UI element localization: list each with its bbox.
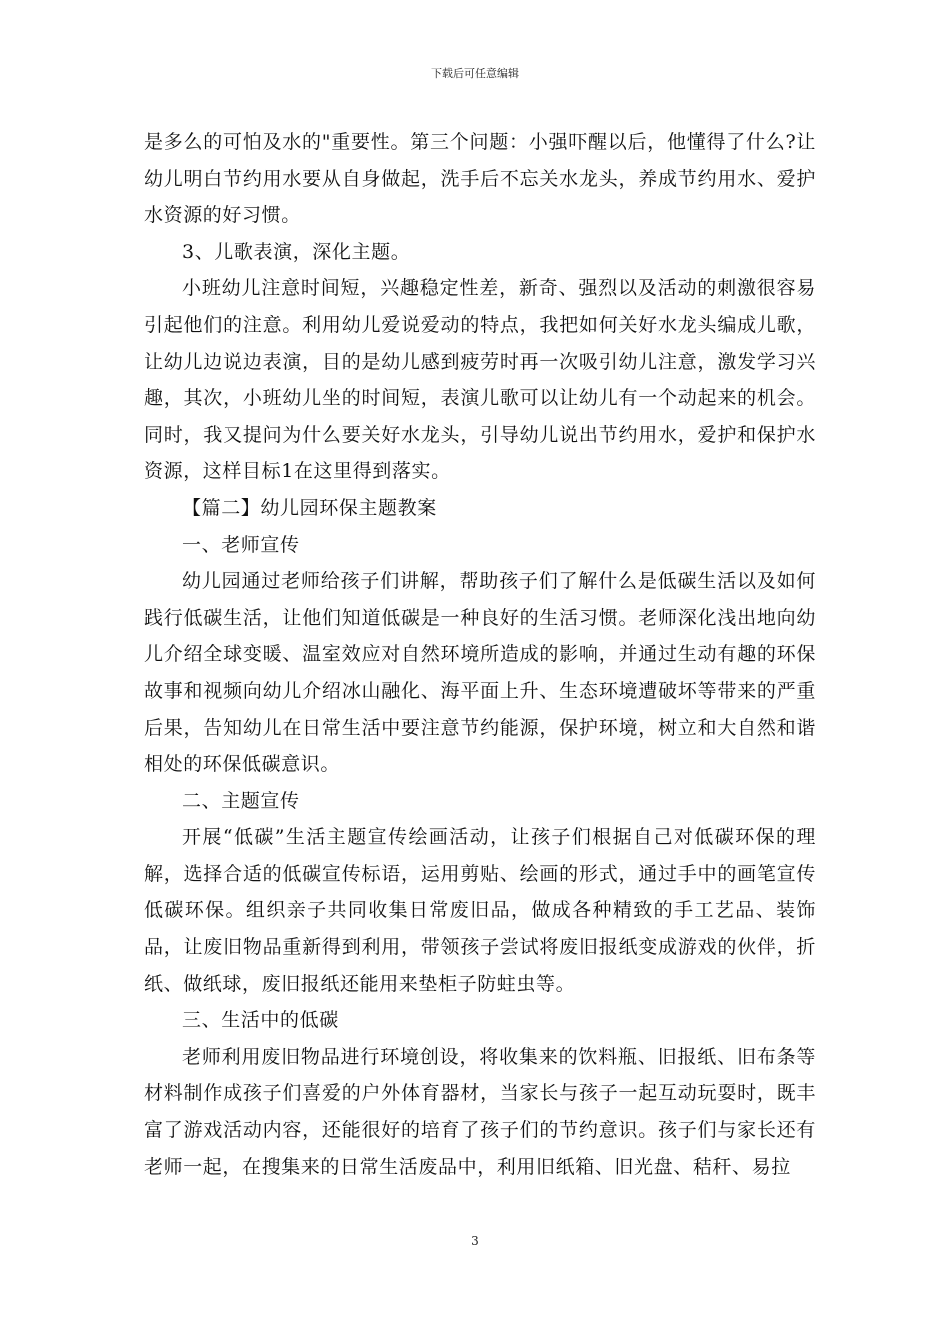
paragraph-teacher-promotion: 幼儿园通过老师给孩子们讲解，帮助孩子们了解什么是低碳生活以及如何践行低碳生活，让他们知道低碳是一种良好的生活习惯。老师深化浅出地向幼儿介绍全球变暖、温室效应对自然环境所造成的影响，并通过生动有趣的环保故事和视频向幼儿介绍冰山融化、海平面上升、生态环境遭破坏等带来的严重后果，告知幼儿在日常生活中要注意节约能源，保护环境，树立和大自然和谐相处的环保低碳意识。: [144, 570, 816, 776]
subheading-low-carbon-life: 三、生活中的低碳: [182, 1009, 339, 1032]
paragraph-low-carbon-life: 老师利用废旧物品进行环境创设，将收集来的饮料瓶、旧报纸、旧布条等材料制作成孩子们喜爱的户外体育器材，当家长与孩子一起互动玩耍时，既丰富了游戏活动内容，还能很好的培育了孩子们的节约意识。孩子们与家长还有老师一起，在搜集来的日常生活废品中，利用旧纸箱、旧光盘、秸秆、易拉: [144, 1045, 816, 1178]
paragraph-continued: 是多么的可怕及水的"重要性。第三个问题：小强吓醒以后，他懂得了什么?让幼儿明白节约用水要从自身做起，洗手后不忘关水龙头，养成节约用水、爱护水资源的好习惯。: [144, 131, 816, 227]
subheading-teacher-promotion: 一、老师宣传: [182, 533, 300, 556]
document-body: [144, 124, 816, 1185]
subheading-rhyme-performance: 3、儿歌表演，深化主题。: [182, 240, 411, 263]
page-number: 3: [471, 1234, 479, 1248]
paragraph-theme-promotion: 开展“低碳”生活主题宣传绘画活动，让孩子们根据自己对低碳环保的理解，选择合适的低碳宣传标语，运用剪贴、绘画的形式，通过手中的画笔宣传低碳环保。组织亲子共同收集日常废旧品，做成各种精致的手工艺品、装饰品，让废旧物品重新得到利用，带领孩子尝试将废旧报纸变成游戏的伙伴，折纸、做纸球，废旧报纸还能用来垫柜子防蛀虫等。: [144, 826, 816, 995]
paragraph-rhyme: 小班幼儿注意时间短，兴趣稳定性差，新奇、强烈以及活动的刺激很容易引起他们的注意。利用幼儿爱说爱动的特点，我把如何关好水龙头编成儿歌，让幼儿边说边表演，目的是幼儿感到疲劳时再一次吸引幼儿注意，激发学习兴趣，其次，小班幼儿坐的时间短，表演儿歌可以让幼儿有一个动起来的机会。同时，我又提问为什么要关好水龙头，引导幼儿说出节约用水，爱护和保护水资源，这样目标1在这里得到落实。: [144, 277, 816, 483]
subheading-theme-promotion: 二、主题宣传: [182, 789, 300, 812]
page-header: 下载后可任意编辑: [431, 67, 519, 80]
section-heading-part-two: 【篇二】幼儿园环保主题教案: [182, 496, 437, 519]
